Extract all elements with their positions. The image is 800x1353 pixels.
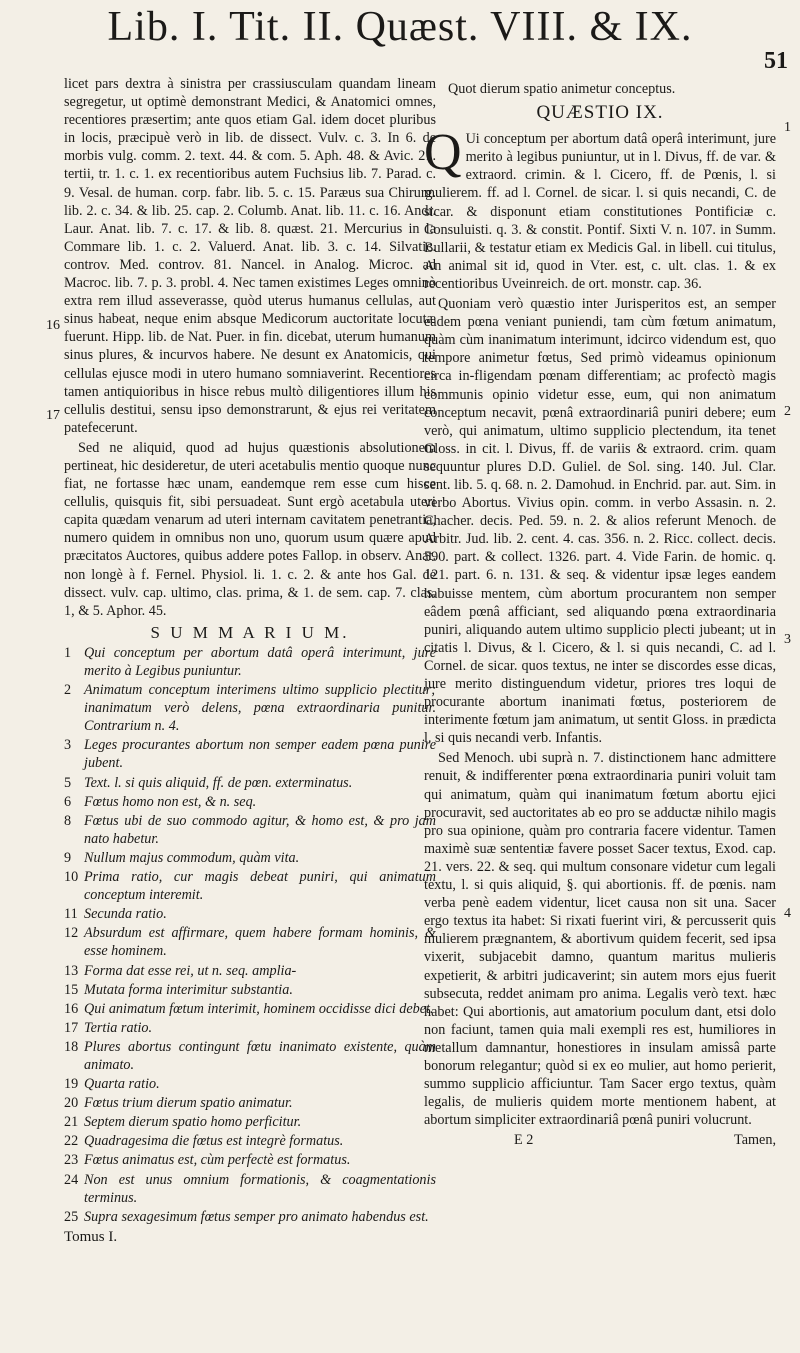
summarium-item — [64, 849, 436, 867]
summarium-item-number: 22 — [64, 1133, 79, 1150]
catchword: Tamen, — [734, 1132, 776, 1149]
summarium-item — [64, 1171, 436, 1207]
drop-cap: Q — [424, 124, 462, 182]
summarium-item — [64, 1113, 436, 1131]
summarium-item-text: Forma dat esse rei, ut n. seq. amplia- — [84, 962, 297, 979]
summarium-item-number: 16 — [64, 1000, 79, 1017]
summarium-item-number: 10 — [64, 869, 79, 886]
summarium-item — [64, 868, 436, 904]
summarium-item-text: Leges procurantes abortum non semper eadem pœna punire jubent. — [84, 737, 436, 772]
summarium-item-number: 19 — [64, 1076, 79, 1093]
right-paragraph-3: Sed Menoch. ubi suprà n. 7. distinctionem hanc admittere renuit, & indifferenter pœna extraordinaria puniri voluit tam qui animatum, quàm qui inanimatum fœtum abortu ejici procuravit, sed auctoritates ab eo pro se adductæ nihilo magis pro sua opinione, quàm pro contraria facere videntur. Tamen maximè suæ sententiæ favere posset Sacer textus, Exod. cap. 21. vers. 22. & seq. qui multum consonare videtur cum legali textu, l. si quis aliquid, §. qui abortionis. ff. de pœnis. nam verba penè eadem videntur, licet causa non sit una. Sacer ergo textus ita habet: Si rixati fuerint viri, & percusserit quis mulierem prægnantem, & abortivum quidem fecerit, sed ipsa vixerit, subjacebit damno, quantum maritus mulieris expetierit, & arbitri judicaverint; sin autem mors ejus fuerit subsecuta, reddet animam pro anima. Legalis verò text. hæc habet: Qui abortionis, aut amatorium poculum dant, etsi dolo non faciunt, tamen quia mali exempli res est, humiliores in metallum damnantur, honestiores in insulam amissâ parte bonorum relegantur; quòd si ex eo mulier, aut homo perierit, summo supplicio afficiuntur. Tam Sacer ergo textus, quàm legalis, de mulieris quidem morte mentionem habent, at abortum simpliciter extraordinariâ pœnâ puniri volucrunt. — [424, 750, 776, 1129]
summarium-item-number: 21 — [64, 1114, 79, 1131]
margin-number: 4 — [784, 906, 791, 921]
question-intro: Quot dierum spatio animetur conceptus. — [448, 81, 676, 97]
summarium-title: S U M M A R I U M. — [150, 622, 350, 642]
summarium-item-text: Fœtus animatus est, cùm perfectè est formatus. — [84, 1152, 351, 1169]
summarium-item-number: 3 — [64, 737, 72, 754]
summarium-item — [64, 1038, 436, 1074]
question-title: QUÆSTIO IX. — [536, 102, 664, 124]
summarium-item-number: 2 — [64, 682, 72, 699]
margin-number: 3 — [784, 632, 791, 647]
paragraph-1-text: Ui conceptum per abortum datâ operâ interimunt, jure merito à legibus puniuntur, ut in l. Divus, ff. de var. & extraord. crimin. & l. Cicero, ff. de Pœnis, l. si mulierem. ff. ad l. Cornel. de sicar. l. si quis necandi, C. de sicar. & disponunt etiam constitutiones Pontificiæ c. Consuluisti. q. 3. & constit. Pontif. Sixti V. n. 107. in Summ. Bullarii, & testatur etiam ex Medicis Gal. in libell. cui titulus, An animal sit id, quod in Vter. est, c. ult. clas. 1. & ex recentioribus Uveinreich. de ort. monstr. cap. 36. — [424, 131, 776, 292]
summarium-item — [64, 1019, 436, 1037]
margin-number: 16 — [46, 318, 60, 333]
summarium-item-number: 24 — [64, 1171, 79, 1188]
summarium-item-number: 18 — [64, 1038, 79, 1055]
summarium-item-text: Qui animatum fœtum interimit, hominem occidisse dici debet. — [84, 1000, 434, 1017]
summarium-item — [64, 774, 436, 792]
summarium-item — [64, 1000, 436, 1018]
summarium-item-text: Animatum conceptum interimens ultimo supplicio plectitur; inanimatum verò delens, pœna extraordinaria punitur. Contrarium n. 4. — [84, 682, 436, 735]
right-column — [424, 80, 776, 1149]
left-paragraph-1: licet pars dextra à sinistra per crassiusculam quandam lineam segregetur, ut optimè demonstrant Medici, & Anatomici omnes, recentiores præsertim; ante quos etiam Gal. idem docet pluribus in locis, præcipuè verò in lib. de dissect. Vulv. c. 3. In 6. de morbis vulg. comm. 2. text. 44. & com. 5. Aph. 48. & Avic. 21. tertii, tr. 1. c. 1. ex recentioribus autem Fuchsius lib. 7. Parad. c. 9. Vesal. de human. corp. fabr. lib. 5. c. 15. Paræus sua Chirurg. lib. 2. c. 34. & lib. 25. cap. 2. Columb. Anat. lib. 11. c. 16. Andr. Laur. Anat. lib. 7. c. 17. & lib. 8. quæst. 21. Mercurius in la Commare lib. 1. c. 2. Valuerd. Anat. lib. 3. c. 14. Silvatic. controv. Med. controv. 81. Nancel. in Analog. Microc. ad Macroc. lib. 7. p. 3. probl. 4. Nec tamen existimes Leges omninò extra rem illud asseverasse, quòd uterus humanus cellulas, aut sinus habeat, neque enim absque Medicorum auctoritate locutæ fuerunt. Hipp. lib. de Nat. Puer. in fin. dicebat, uterum humanum sinus plures, & incurvos habere. Ne desunt ex Anatomicis, qui cellulas ejusce modi in utero humano somniaverint. Recentiores tamen antiquioribus in hisce rebus multò diligentiores illum his cellulis destitui, sensu ipso demonstrarunt, & ejus rei veritatem patefecerunt. — [64, 76, 436, 436]
summarium-item-text: Secunda ratio. — [84, 906, 167, 923]
summarium-item-text: Septem dierum spatio homo perficitur. — [84, 1114, 302, 1131]
summarium-item-text: Tertia ratio. — [84, 1019, 153, 1036]
summarium-item-text: Non est unus omnium formationis, & coagmentationis terminus. — [84, 1171, 436, 1206]
summarium-item-number: 1 — [64, 644, 72, 661]
left-column — [64, 75, 436, 1246]
summarium-item — [64, 681, 436, 735]
summarium-item — [64, 962, 436, 980]
summarium-item — [64, 1132, 436, 1150]
summarium-item-text: Quadragesima die fœtus est integrè formatus. — [84, 1133, 344, 1150]
summarium-item — [64, 736, 436, 772]
summarium-item-number: 23 — [64, 1152, 79, 1169]
summarium-item-number: 13 — [64, 962, 79, 979]
summarium-item-number: 20 — [64, 1095, 79, 1112]
summarium-item — [64, 644, 436, 680]
summarium-item-text: Prima ratio, cur magis debeat puniri, qui animatum conceptum interemit. — [84, 869, 436, 904]
summarium-item-number: 25 — [64, 1208, 79, 1225]
margin-number: 1 — [784, 120, 791, 135]
summarium-item-text: Nullum majus commodum, quàm vita. — [84, 849, 300, 866]
summarium-item — [64, 1094, 436, 1112]
summarium-item-text: Fœtus trium dierum spatio animatur. — [84, 1095, 293, 1112]
summarium-item-number: 6 — [64, 793, 72, 810]
summarium-item — [64, 812, 436, 848]
page-footer — [424, 1131, 776, 1149]
left-paragraph-2: Sed ne aliquid, quod ad hujus quæstionis absolutionem pertineat, hic desideretur, de uteri acetabulis mentio quoque nunc fiat, ne fortasse hæc unam, eandemque rem esse cum hisce cellulis, quisquis fit, sibi persuadeat. Sunt ergò acetabula uteri capita quædam venarum ad uteri internam cavitatem penetrantia, numero quidem in omnibus non uno, quorum usum quære apud præcitatos Auctores, quibus addere potes Fallop. in observ. Anat. non longè à f. Fernel. Physiol. li. 1. c. 2. & ante hos Gal. de dissect. vulv. cap. ultimo, clas. prima, & 1. de sem. cap. 7. clas. 1, & 5. Aphor. 45. — [64, 439, 436, 619]
summarium-item-text: Quarta ratio. — [84, 1076, 160, 1093]
summarium-item-text: Absurdum est affirmare, quem habere formam hominis, & esse hominem. — [84, 925, 436, 960]
summarium-item — [64, 1075, 436, 1093]
summarium-item-text: Supra sexagesimum fœtus semper pro animato habendus est. — [84, 1208, 429, 1225]
summarium-item-number: 9 — [64, 849, 72, 866]
summarium-item — [64, 1151, 436, 1169]
summarium-item-number: 15 — [64, 981, 79, 998]
summarium-item-text: Qui conceptum per abortum datâ operâ interimunt, jure merito à Legibus puniuntur. — [84, 644, 436, 679]
tomus-label: Tomus I. — [64, 1228, 118, 1245]
summarium-item-number: 17 — [64, 1019, 79, 1036]
summarium-item-text: Mutata forma interimitur substantia. — [84, 981, 293, 998]
summarium-item — [64, 981, 436, 999]
summarium-list — [64, 644, 436, 1226]
page-number: 51 — [764, 48, 788, 74]
summarium-item — [64, 905, 436, 923]
summarium-item-text: Text. l. si quis aliquid, ff. de pœn. exterminatus. — [84, 774, 353, 791]
summarium-item-text: Plures abortus contingunt fœtu inanimato existente, quàm animato. — [84, 1038, 436, 1073]
summarium-item — [64, 924, 436, 960]
summarium-item-number: 12 — [64, 925, 79, 942]
summarium-item-number: 5 — [64, 774, 72, 791]
summarium-item-text: Fœtus homo non est, & n. seq. — [84, 793, 257, 810]
margin-number: 2 — [784, 404, 791, 419]
running-head — [0, 2, 800, 52]
summarium-item-text: Fœtus ubi de suo commodo agitur, & homo est, & pro jam nato habetur. — [84, 812, 436, 847]
right-paragraph-1 — [424, 124, 776, 293]
summarium-item-number: 11 — [64, 906, 78, 923]
running-head-text: Lib. I. Tit. II. Quæst. VIII. & IX. — [107, 4, 693, 50]
margin-number: 17 — [46, 408, 60, 423]
right-paragraph-2: Quoniam verò quæstio inter Jurisperitos est, an semper eadem pœna veniant puniendi, tam cùm fœtum animatum, quàm cùm inanimatum interimunt, idcirco videndum est, quo tempore animetur fœtus, Sed primò videamus opinionum circa in-fligendam pœnam differentiam; ac profectò magis communis opinio videtur esse, eum, qui non animatum conceptum necavit, pœnâ extraordinariâ puniri debere; eum verò, qui animatum, ultimo supplicio plectendum, ita tenet Gloss. in cit. l. Divus, ff. de variis & extraord. crim. quam sequuntur plures D.D. Guliel. de Sol. sing. 140. Jul. Clar. sent. lib. 5. q. 68. n. 2. Damohud. in Enchrid. par. aut. Sim. in verbo Abortus. Vivius opin. comm. in verbo Assasin. n. 2. Chacher. decis. Ped. 59. n. 2. & alios referunt Menoch. de Arbitr. Jud. lib. 2. cent. 4. cas. 356. n. 2. Ricc. collect. decis. 590. part. & collect. 1326. part. 4. Vide Farin. de homic. q. 121. part. 6. n. 131. & seq. & videntur ipsæ leges eandem habuisse mentem, cùm abortum procurantem non semper eâdem pœnâ afficiant, sed aliquando pœna extraordinaria puniri, aliquando autem ultimo supplicio plecti jubeant; ut in citatis l. Divus, & l. Cicero, & l. si quis necandi, C. ad l. Cornel. de sicar. quos textus, ne inter se discordes esse dicas, jure merito distinguendum videtur, priores tres loqui de procurante abortum inanimati fœtus, posteriorem de interimente fœtum jam animatum, ut sentit Gloss. in prædicta l. si quis necandi verb. Infantis. — [424, 296, 776, 747]
signature-mark: E 2 — [514, 1132, 534, 1149]
summarium-item — [64, 793, 436, 811]
summarium-item-number: 8 — [64, 812, 72, 829]
summarium-item — [64, 1208, 436, 1226]
